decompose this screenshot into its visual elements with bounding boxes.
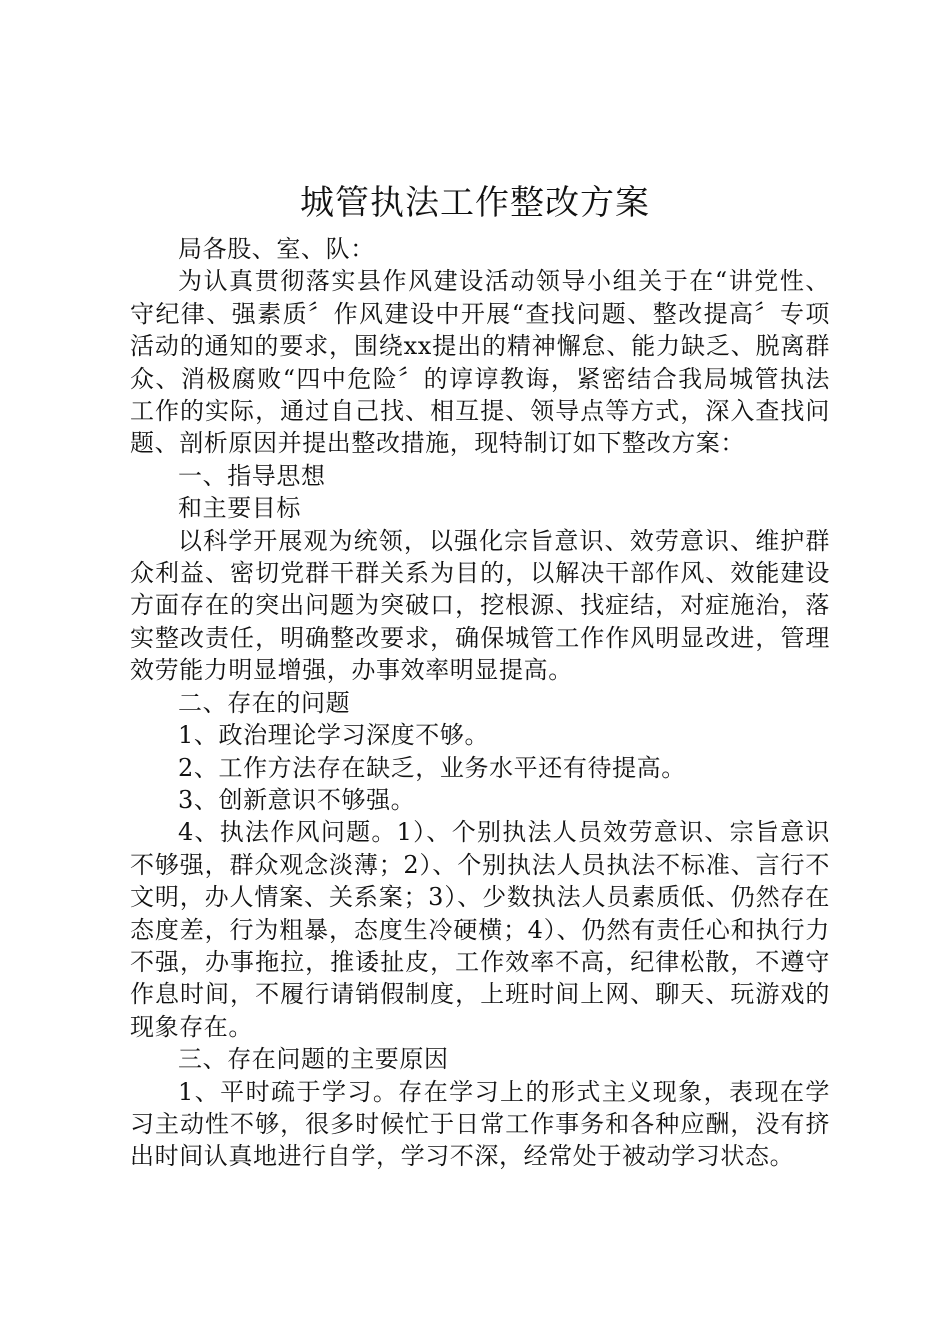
problem-item-3: 3、创新意识不够强。 — [178, 785, 416, 814]
guiding-paragraph: 以科学开展观为统领，以强化宗旨意识、效劳意识、维护群众利益、密切党群干群关系为目的，以解决干部作风、效能建设方面存在的突出问题为突破口，挖根源、找症结，对症施治，落实整改责任，明确整改要求，确保城管工作作风明显改进，管理效劳能力明显增强，办事效率明显提高。 — [130, 526, 830, 685]
document-title: 城管执法工作整改方案 — [300, 183, 650, 223]
problem-item-1: 1、政治理论学习深度不够。 — [178, 721, 490, 750]
document-body — [130, 233, 830, 1173]
section-heading-3: 三、存在问题的主要原因 — [178, 1045, 449, 1074]
section-heading-1: 一、指导思想 — [178, 461, 326, 490]
problem-item-4: 4、执法作风问题。1）、个别执法人员效劳意识、宗旨意识不够强，群众观念淡薄；2）、个别执法人员执法不标准、言行不文明，办人情案、关系案；3）、少数执法人员素质低、仍然存在态度差，行为粗暴，态度生冷硬横；4）、仍然有责任心和执行力不强，办事拖拉，推诿扯皮，工作效率不高，纪律松散，不遵守作息时间，不履行请销假制度，上班时间上网、聊天、玩游戏的现象存在。 — [130, 818, 830, 1041]
intro-paragraph: 为认真贯彻落实县作风建设活动领导小组关于在“讲党性、守纪律、强素质〞作风建设中开展“查找问题、整改提高〞专项活动的通知的要求，围绕xx提出的精神懈怠、能力缺乏、脱离群众、消极腐败“四中危险〞的谆谆教诲，紧密结合我局城管执法工作的实际，通过自己找、相互提、领导点等方式，深入查找问题、剖析原因并提出整改措施，现特制订如下整改方案： — [130, 267, 830, 458]
cause-item-1: 1、平时疏于学习。存在学习上的形式主义现象，表现在学习主动性不够，很多时候忙于日常工作事务和各种应酬，没有挤出时间认真地进行自学，学习不深，经常处于被动学习状态。 — [130, 1077, 830, 1171]
problem-item-2: 2、工作方法存在缺乏，业务水平还有待提高。 — [178, 753, 686, 782]
section-heading-2: 二、存在的问题 — [178, 688, 351, 717]
section-heading-1-cont: 和主要目标 — [178, 494, 301, 523]
salutation: 局各股、室、队： — [178, 235, 375, 263]
